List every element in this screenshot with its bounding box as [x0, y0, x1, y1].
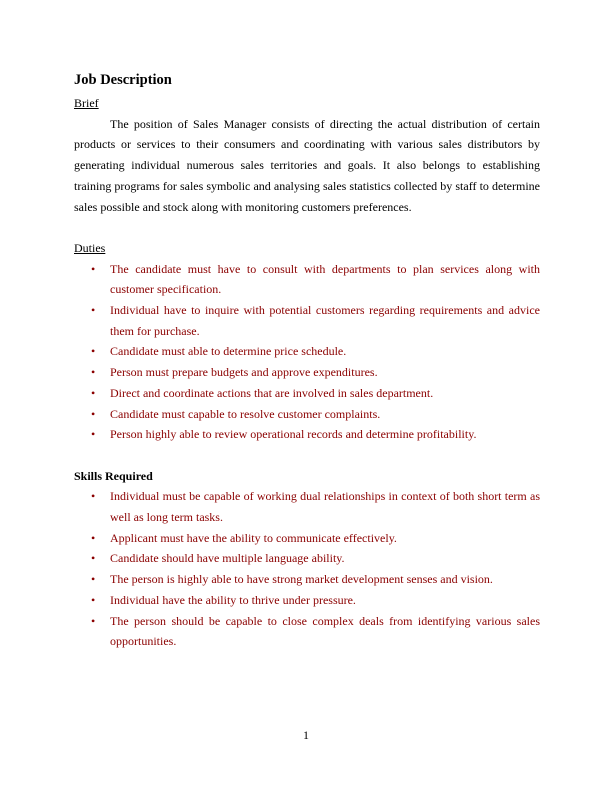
duties-list	[74, 259, 540, 445]
bullet-icon: •	[91, 530, 96, 545]
skill-text: The person is highly able to have strong market development senses and vision.	[110, 572, 493, 587]
duty-item	[74, 383, 540, 404]
skill-item	[74, 486, 540, 527]
duty-item	[74, 259, 540, 300]
bullet-icon: •	[91, 303, 96, 318]
brief-heading: Brief	[74, 96, 99, 110]
bullet-icon: •	[91, 344, 96, 359]
duty-item	[74, 424, 540, 445]
skills-heading: Skills Required	[74, 468, 153, 483]
duty-text: Person must prepare budgets and approve expenditures.	[110, 365, 378, 380]
skill-text: Candidate should have multiple language ability.	[110, 551, 345, 566]
bullet-icon: •	[91, 365, 96, 380]
duty-text: The candidate must have to consult with departments to plan services along with customer specification.	[110, 261, 540, 297]
bullet-icon: •	[91, 385, 96, 400]
bullet-icon: •	[91, 592, 96, 607]
bullet-icon: •	[91, 613, 96, 628]
skill-item	[74, 569, 540, 590]
skill-text: Applicant must have the ability to communicate effectively.	[110, 530, 397, 545]
bullet-icon: •	[91, 406, 96, 421]
page-number: 1	[303, 728, 309, 742]
duty-item	[74, 362, 540, 383]
duty-text: Candidate must able to determine price schedule.	[110, 344, 347, 359]
skill-text: Individual have the ability to thrive under pressure.	[110, 592, 356, 607]
skill-item	[74, 611, 540, 652]
skill-text: Individual must be capable of working dual relationships in context of both short term as well as long term tasks.	[110, 489, 540, 525]
duty-item	[74, 341, 540, 362]
page-title: Job Description	[74, 72, 172, 88]
skill-item	[74, 528, 540, 549]
skill-item	[74, 548, 540, 569]
skills-list	[74, 486, 540, 652]
duty-text: Direct and coordinate actions that are involved in sales department.	[110, 385, 434, 400]
duties-heading: Duties	[74, 240, 106, 255]
brief-paragraph: The position of Sales Manager consists of directing the actual distribution of certain products or services to their consumers and coordinating with various sales distributors by generating individual numerous sales territories and goals. It also belongs to establishing training programs for sales symbolic and analysing sales statistics collected by staff to determine sales possible and stock along with monitoring customers preferences.	[74, 116, 540, 214]
duty-text: Person highly able to review operational records and determine profitability.	[110, 427, 477, 442]
bullet-icon: •	[91, 489, 96, 504]
bullet-icon: •	[91, 572, 96, 587]
document-page	[74, 70, 540, 652]
duty-item	[74, 404, 540, 425]
bullet-icon: •	[91, 551, 96, 566]
bullet-icon: •	[91, 427, 96, 442]
duty-text: Individual have to inquire with potential customers regarding requirements and advice them for purchase.	[110, 303, 540, 338]
skill-text: The person should be capable to close complex deals from identifying various sales opportunities.	[110, 613, 540, 649]
duty-text: Candidate must capable to resolve customer complaints.	[110, 406, 381, 421]
duty-item	[74, 300, 540, 341]
bullet-icon: •	[91, 261, 96, 276]
skill-item	[74, 590, 540, 611]
